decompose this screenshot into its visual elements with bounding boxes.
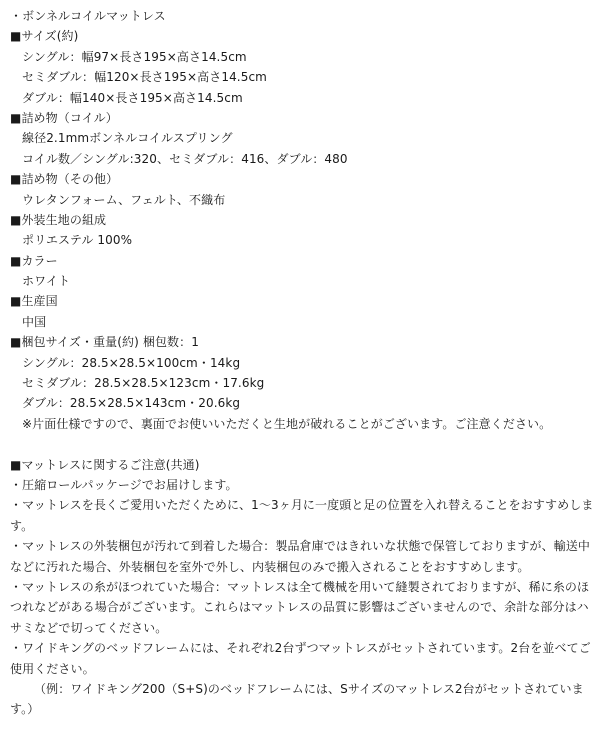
filling-heading: ■詰め物（その他） xyxy=(10,172,119,187)
size-heading: ■サイズ(約) xyxy=(10,29,79,44)
note-loose-thread-1: ・マットレスの糸がほつれていた場合：マットレスは全て機械を用いて縫製されておりますが、稀に糸のほ xyxy=(10,579,590,594)
note-wide-king-1: ・ワイドキングのベッドフレームには、それぞれ2台ずつマットレスがセットされています。2台を並べてご xyxy=(10,641,591,656)
size-semi-double: セミダブル：幅120×長さ195×高さ14.5cm xyxy=(22,70,267,85)
package-heading: ■梱包サイズ・重量(約) 梱包数：1 xyxy=(10,335,199,350)
size-single: シングル：幅97×長さ195×高さ14.5cm xyxy=(22,49,247,64)
product-type: ・ボンネルコイルマットレス xyxy=(10,9,166,23)
note-wide-king-example-2: す。） xyxy=(10,702,40,717)
notes-heading: ■マットレスに関するご注意(共通) xyxy=(10,457,200,472)
note-dirty-package-1: ・マットレスの外装梱包が汚れて到着した場合：製品倉庫ではきれいな状態で保管しておりますが、輸送中 xyxy=(10,539,590,554)
fabric-heading: ■外装生地の組成 xyxy=(10,212,107,227)
fabric-value: ポリエステル 100% xyxy=(22,233,133,248)
spacer xyxy=(10,434,592,454)
color-value: ホワイト xyxy=(22,274,71,289)
note-loose-thread-3: サミなどで切ってください。 xyxy=(10,620,168,635)
note-wide-king-example-1: （例：ワイドキング200（S+S)のベッドフレームには、Sサイズのマットレス2台がセットされていま xyxy=(34,681,584,696)
note-compressed-package: ・圧縮ロールパッケージでお届けします。 xyxy=(10,477,238,492)
package-double: ダブル：28.5×28.5×143cm・20.6kg xyxy=(22,396,241,411)
note-dirty-package-2: などに汚れた場合、外装梱包を室外で外し、内装梱包のみで搬入されることをおすすめします。 xyxy=(10,559,530,574)
note-loose-thread-2: つれなどがある場合がございます。これらはマットレスの品質に影響はございませんので、余計な部分はハ xyxy=(10,600,589,615)
coil-wire: 線径2.1mmボンネルコイルスプリング xyxy=(22,131,233,146)
package-single: シングル：28.5×28.5×100cm・14kg xyxy=(22,355,241,370)
color-heading: ■カラー xyxy=(10,253,58,268)
origin-heading: ■生産国 xyxy=(10,294,58,309)
filling-value: ウレタンフォーム、フェルト、不織布 xyxy=(22,192,226,207)
size-double: ダブル：幅140×長さ195×高さ14.5cm xyxy=(22,90,243,105)
coil-count: コイル数／シングル:320、セミダブル：416、ダブル：480 xyxy=(22,151,348,166)
single-sided-note: ※片面仕様ですので、裏面でお使いいただくと生地が破れることがございます。ご注意ください。 xyxy=(22,416,552,431)
origin-value: 中国 xyxy=(22,314,47,329)
coil-heading: ■詰め物（コイル） xyxy=(10,110,118,125)
note-rotation-2: す。 xyxy=(10,518,34,533)
package-semi-double: セミダブル：28.5×28.5×123cm・17.6kg xyxy=(22,376,265,391)
note-wide-king-2: 使用ください。 xyxy=(10,661,95,676)
note-rotation-1: ・マットレスを長くご愛用いただくために、1～3ヶ月に一度頭と足の位置を入れ替えることをおすすめしま xyxy=(10,498,594,513)
